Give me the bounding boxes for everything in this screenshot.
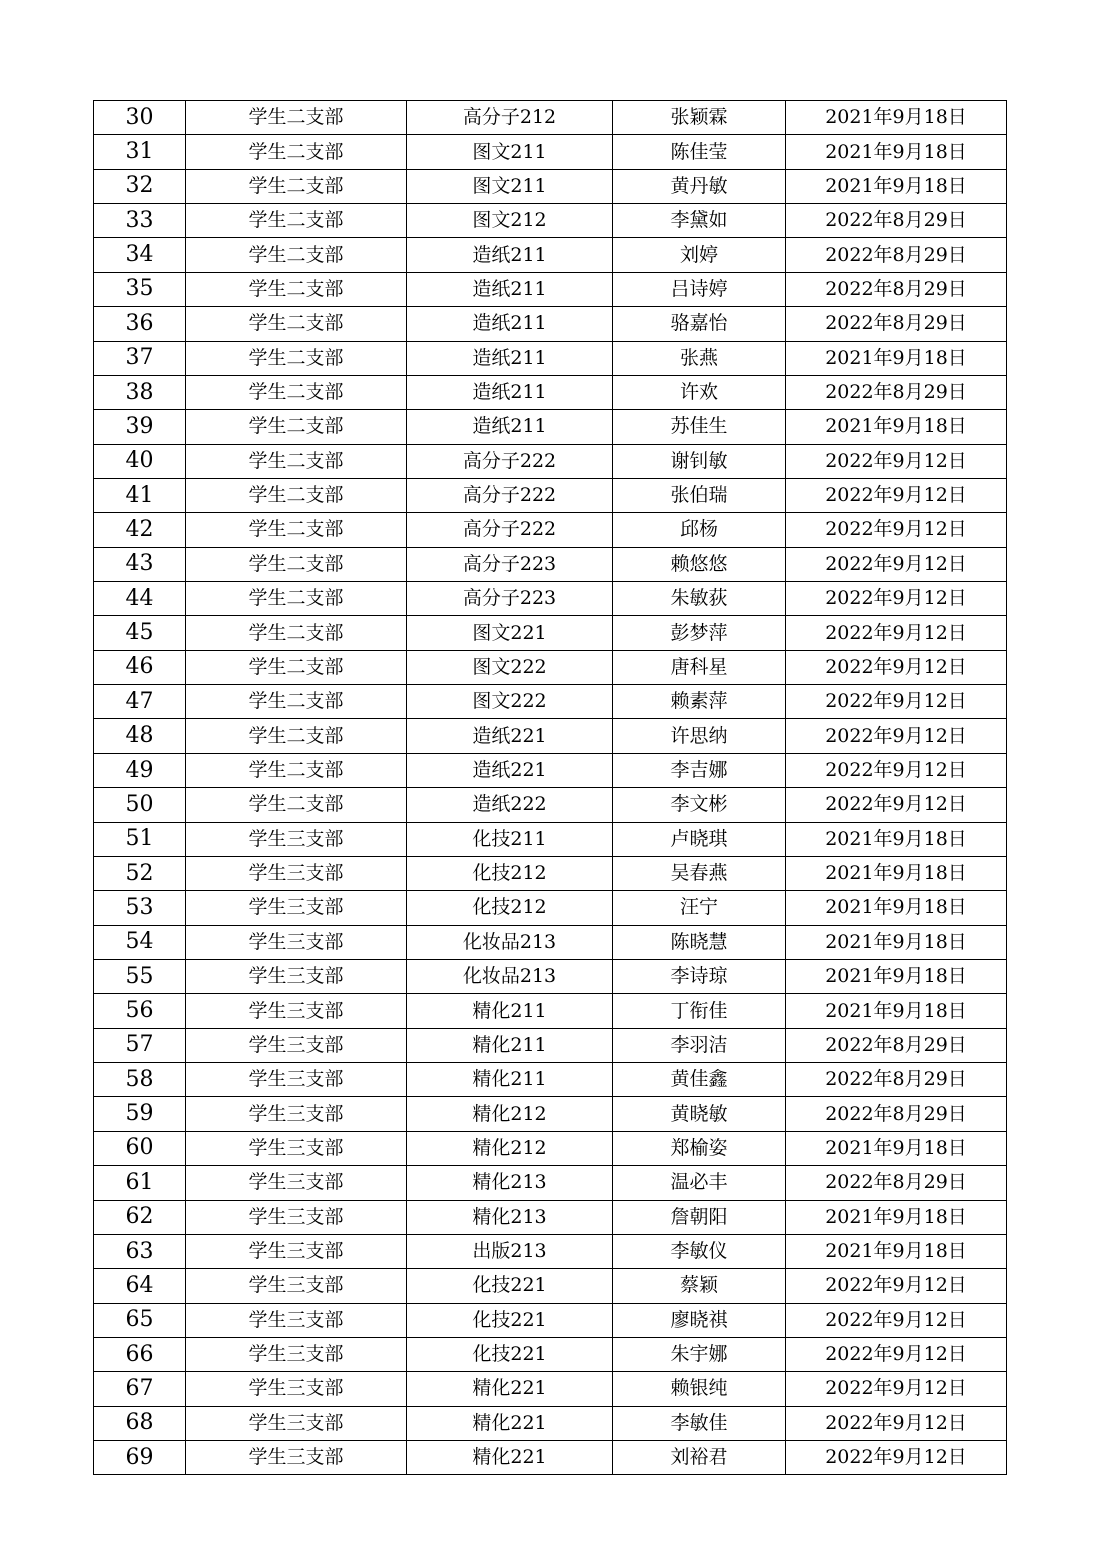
date-cell: 2022年8月29日	[786, 375, 1007, 409]
date-cell: 2022年9月12日	[786, 650, 1007, 684]
member-name-cell: 张伯瑞	[613, 478, 786, 512]
table-row	[94, 410, 1007, 444]
branch-cell: 学生三支部	[186, 1406, 407, 1440]
date-cell: 2022年9月12日	[786, 1441, 1007, 1475]
branch-cell: 学生三支部	[186, 1131, 407, 1165]
member-name-cell: 陈佳莹	[613, 135, 786, 169]
member-name-cell: 陈晓慧	[613, 925, 786, 959]
row-number-cell: 51	[94, 822, 186, 856]
member-name-cell: 李敏仪	[613, 1234, 786, 1268]
member-table-body	[94, 101, 1007, 1475]
class-cell: 造纸211	[407, 410, 613, 444]
row-number-cell: 42	[94, 513, 186, 547]
branch-cell: 学生二支部	[186, 650, 407, 684]
class-cell: 造纸211	[407, 272, 613, 306]
table-row	[94, 169, 1007, 203]
class-cell: 造纸221	[407, 719, 613, 753]
table-row	[94, 135, 1007, 169]
branch-cell: 学生二支部	[186, 272, 407, 306]
row-number-cell: 48	[94, 719, 186, 753]
class-cell: 高分子223	[407, 582, 613, 616]
date-cell: 2022年9月12日	[786, 582, 1007, 616]
class-cell: 精化221	[407, 1441, 613, 1475]
table-row	[94, 994, 1007, 1028]
table-row	[94, 925, 1007, 959]
date-cell: 2022年8月29日	[786, 1097, 1007, 1131]
date-cell: 2021年9月18日	[786, 959, 1007, 993]
table-row	[94, 1166, 1007, 1200]
member-name-cell: 张燕	[613, 341, 786, 375]
table-row	[94, 856, 1007, 890]
class-cell: 化技212	[407, 891, 613, 925]
table-row	[94, 719, 1007, 753]
table-row	[94, 444, 1007, 478]
branch-cell: 学生三支部	[186, 822, 407, 856]
branch-cell: 学生二支部	[186, 307, 407, 341]
member-name-cell: 许欢	[613, 375, 786, 409]
date-cell: 2022年9月12日	[786, 1406, 1007, 1440]
date-cell: 2022年9月12日	[786, 753, 1007, 787]
table-row	[94, 1303, 1007, 1337]
member-name-cell: 李黛如	[613, 204, 786, 238]
member-name-cell: 李敏佳	[613, 1406, 786, 1440]
table-row	[94, 753, 1007, 787]
branch-cell: 学生三支部	[186, 891, 407, 925]
class-cell: 精化211	[407, 1063, 613, 1097]
date-cell: 2022年9月12日	[786, 1303, 1007, 1337]
class-cell: 化技221	[407, 1269, 613, 1303]
row-number-cell: 64	[94, 1269, 186, 1303]
row-number-cell: 43	[94, 547, 186, 581]
class-cell: 图文221	[407, 616, 613, 650]
member-name-cell: 卢晓琪	[613, 822, 786, 856]
member-name-cell: 汪宁	[613, 891, 786, 925]
date-cell: 2021年9月18日	[786, 169, 1007, 203]
row-number-cell: 58	[94, 1063, 186, 1097]
row-number-cell: 69	[94, 1441, 186, 1475]
row-number-cell: 50	[94, 788, 186, 822]
member-name-cell: 邱杨	[613, 513, 786, 547]
member-name-cell: 吴春燕	[613, 856, 786, 890]
branch-cell: 学生三支部	[186, 1372, 407, 1406]
class-cell: 化技212	[407, 856, 613, 890]
member-name-cell: 李文彬	[613, 788, 786, 822]
table-row	[94, 238, 1007, 272]
branch-cell: 学生三支部	[186, 1166, 407, 1200]
table-row	[94, 547, 1007, 581]
class-cell: 精化213	[407, 1166, 613, 1200]
class-cell: 精化213	[407, 1200, 613, 1234]
date-cell: 2021年9月18日	[786, 891, 1007, 925]
table-row	[94, 1200, 1007, 1234]
class-cell: 精化221	[407, 1372, 613, 1406]
table-row	[94, 616, 1007, 650]
branch-cell: 学生二支部	[186, 478, 407, 512]
row-number-cell: 59	[94, 1097, 186, 1131]
branch-cell: 学生三支部	[186, 1200, 407, 1234]
date-cell: 2021年9月18日	[786, 994, 1007, 1028]
branch-cell: 学生三支部	[186, 1234, 407, 1268]
class-cell: 高分子212	[407, 101, 613, 135]
class-cell: 化妆品213	[407, 959, 613, 993]
row-number-cell: 39	[94, 410, 186, 444]
class-cell: 化技221	[407, 1303, 613, 1337]
member-name-cell: 赖素萍	[613, 685, 786, 719]
date-cell: 2021年9月18日	[786, 1234, 1007, 1268]
member-name-cell: 刘婷	[613, 238, 786, 272]
date-cell: 2021年9月18日	[786, 135, 1007, 169]
branch-cell: 学生二支部	[186, 410, 407, 444]
class-cell: 精化212	[407, 1131, 613, 1165]
date-cell: 2021年9月18日	[786, 1200, 1007, 1234]
class-cell: 化技221	[407, 1337, 613, 1371]
class-cell: 造纸222	[407, 788, 613, 822]
date-cell: 2021年9月18日	[786, 341, 1007, 375]
row-number-cell: 32	[94, 169, 186, 203]
branch-cell: 学生二支部	[186, 169, 407, 203]
date-cell: 2021年9月18日	[786, 856, 1007, 890]
row-number-cell: 35	[94, 272, 186, 306]
branch-cell: 学生二支部	[186, 547, 407, 581]
class-cell: 图文211	[407, 169, 613, 203]
row-number-cell: 57	[94, 1028, 186, 1062]
member-name-cell: 骆嘉怡	[613, 307, 786, 341]
class-cell: 造纸211	[407, 375, 613, 409]
member-name-cell: 黄晓敏	[613, 1097, 786, 1131]
table-row	[94, 1063, 1007, 1097]
member-name-cell: 郑榆姿	[613, 1131, 786, 1165]
table-row	[94, 1337, 1007, 1371]
date-cell: 2022年9月12日	[786, 444, 1007, 478]
member-name-cell: 苏佳生	[613, 410, 786, 444]
date-cell: 2021年9月18日	[786, 101, 1007, 135]
member-name-cell: 廖晓祺	[613, 1303, 786, 1337]
class-cell: 精化221	[407, 1406, 613, 1440]
branch-cell: 学生二支部	[186, 135, 407, 169]
class-cell: 高分子222	[407, 513, 613, 547]
branch-cell: 学生三支部	[186, 856, 407, 890]
row-number-cell: 40	[94, 444, 186, 478]
member-name-cell: 赖银纯	[613, 1372, 786, 1406]
member-name-cell: 蔡颖	[613, 1269, 786, 1303]
row-number-cell: 46	[94, 650, 186, 684]
class-cell: 出版213	[407, 1234, 613, 1268]
class-cell: 造纸211	[407, 341, 613, 375]
date-cell: 2022年9月12日	[786, 788, 1007, 822]
row-number-cell: 63	[94, 1234, 186, 1268]
branch-cell: 学生二支部	[186, 375, 407, 409]
table-row	[94, 341, 1007, 375]
class-cell: 化妆品213	[407, 925, 613, 959]
table-row	[94, 478, 1007, 512]
class-cell: 高分子222	[407, 444, 613, 478]
class-cell: 精化211	[407, 1028, 613, 1062]
table-row	[94, 1441, 1007, 1475]
row-number-cell: 36	[94, 307, 186, 341]
table-row	[94, 1234, 1007, 1268]
branch-cell: 学生三支部	[186, 1303, 407, 1337]
member-name-cell: 李羽洁	[613, 1028, 786, 1062]
member-name-cell: 刘裕君	[613, 1441, 786, 1475]
class-cell: 造纸211	[407, 307, 613, 341]
row-number-cell: 47	[94, 685, 186, 719]
date-cell: 2022年8月29日	[786, 272, 1007, 306]
branch-cell: 学生二支部	[186, 582, 407, 616]
branch-cell: 学生三支部	[186, 1063, 407, 1097]
table-row	[94, 959, 1007, 993]
table-row	[94, 788, 1007, 822]
row-number-cell: 30	[94, 101, 186, 135]
row-number-cell: 31	[94, 135, 186, 169]
table-row	[94, 685, 1007, 719]
branch-cell: 学生二支部	[186, 341, 407, 375]
branch-cell: 学生二支部	[186, 238, 407, 272]
row-number-cell: 44	[94, 582, 186, 616]
branch-cell: 学生三支部	[186, 994, 407, 1028]
date-cell: 2022年9月12日	[786, 547, 1007, 581]
date-cell: 2021年9月18日	[786, 822, 1007, 856]
row-number-cell: 41	[94, 478, 186, 512]
branch-cell: 学生三支部	[186, 1269, 407, 1303]
table-row	[94, 1131, 1007, 1165]
branch-cell: 学生二支部	[186, 685, 407, 719]
table-row	[94, 272, 1007, 306]
class-cell: 化技211	[407, 822, 613, 856]
member-name-cell: 唐科星	[613, 650, 786, 684]
class-cell: 高分子223	[407, 547, 613, 581]
date-cell: 2022年9月12日	[786, 513, 1007, 547]
member-name-cell: 许思纳	[613, 719, 786, 753]
table-row	[94, 1372, 1007, 1406]
table-row	[94, 1406, 1007, 1440]
branch-cell: 学生二支部	[186, 788, 407, 822]
branch-cell: 学生三支部	[186, 1028, 407, 1062]
branch-cell: 学生二支部	[186, 204, 407, 238]
row-number-cell: 56	[94, 994, 186, 1028]
row-number-cell: 45	[94, 616, 186, 650]
member-name-cell: 朱敏荻	[613, 582, 786, 616]
row-number-cell: 68	[94, 1406, 186, 1440]
row-number-cell: 66	[94, 1337, 186, 1371]
table-row	[94, 650, 1007, 684]
table-row	[94, 101, 1007, 135]
table-row	[94, 204, 1007, 238]
member-name-cell: 朱宇娜	[613, 1337, 786, 1371]
row-number-cell: 53	[94, 891, 186, 925]
row-number-cell: 49	[94, 753, 186, 787]
row-number-cell: 38	[94, 375, 186, 409]
table-row	[94, 375, 1007, 409]
row-number-cell: 52	[94, 856, 186, 890]
table-row	[94, 307, 1007, 341]
date-cell: 2022年9月12日	[786, 719, 1007, 753]
member-name-cell: 温必丰	[613, 1166, 786, 1200]
date-cell: 2022年9月12日	[786, 478, 1007, 512]
branch-cell: 学生三支部	[186, 1337, 407, 1371]
member-name-cell: 吕诗婷	[613, 272, 786, 306]
table-row	[94, 1028, 1007, 1062]
class-cell: 图文212	[407, 204, 613, 238]
date-cell: 2022年9月12日	[786, 616, 1007, 650]
row-number-cell: 62	[94, 1200, 186, 1234]
branch-cell: 学生三支部	[186, 1441, 407, 1475]
class-cell: 图文222	[407, 650, 613, 684]
member-name-cell: 丁衔佳	[613, 994, 786, 1028]
table-row	[94, 891, 1007, 925]
row-number-cell: 34	[94, 238, 186, 272]
branch-cell: 学生二支部	[186, 753, 407, 787]
class-cell: 造纸221	[407, 753, 613, 787]
date-cell: 2022年8月29日	[786, 238, 1007, 272]
table-row	[94, 513, 1007, 547]
date-cell: 2022年8月29日	[786, 1028, 1007, 1062]
row-number-cell: 54	[94, 925, 186, 959]
row-number-cell: 65	[94, 1303, 186, 1337]
row-number-cell: 33	[94, 204, 186, 238]
class-cell: 图文222	[407, 685, 613, 719]
row-number-cell: 37	[94, 341, 186, 375]
date-cell: 2022年8月29日	[786, 307, 1007, 341]
branch-cell: 学生三支部	[186, 925, 407, 959]
date-cell: 2022年8月29日	[786, 1166, 1007, 1200]
date-cell: 2021年9月18日	[786, 410, 1007, 444]
date-cell: 2022年9月12日	[786, 1372, 1007, 1406]
class-cell: 高分子222	[407, 478, 613, 512]
table-row	[94, 1269, 1007, 1303]
date-cell: 2022年9月12日	[786, 1269, 1007, 1303]
date-cell: 2021年9月18日	[786, 1131, 1007, 1165]
date-cell: 2022年8月29日	[786, 204, 1007, 238]
table-row	[94, 582, 1007, 616]
branch-cell: 学生二支部	[186, 719, 407, 753]
member-table	[93, 100, 1007, 1475]
member-name-cell: 李吉娜	[613, 753, 786, 787]
member-name-cell: 谢钊敏	[613, 444, 786, 478]
branch-cell: 学生二支部	[186, 616, 407, 650]
row-number-cell: 61	[94, 1166, 186, 1200]
branch-cell: 学生二支部	[186, 101, 407, 135]
branch-cell: 学生二支部	[186, 444, 407, 478]
class-cell: 造纸211	[407, 238, 613, 272]
date-cell: 2022年8月29日	[786, 1063, 1007, 1097]
branch-cell: 学生三支部	[186, 959, 407, 993]
member-name-cell: 彭梦萍	[613, 616, 786, 650]
member-name-cell: 黄丹敏	[613, 169, 786, 203]
class-cell: 精化212	[407, 1097, 613, 1131]
date-cell: 2021年9月18日	[786, 925, 1007, 959]
member-name-cell: 詹朝阳	[613, 1200, 786, 1234]
branch-cell: 学生二支部	[186, 513, 407, 547]
member-name-cell: 黄佳鑫	[613, 1063, 786, 1097]
class-cell: 图文211	[407, 135, 613, 169]
class-cell: 精化211	[407, 994, 613, 1028]
member-name-cell: 赖悠悠	[613, 547, 786, 581]
row-number-cell: 55	[94, 959, 186, 993]
table-row	[94, 822, 1007, 856]
date-cell: 2022年9月12日	[786, 685, 1007, 719]
row-number-cell: 67	[94, 1372, 186, 1406]
table-row	[94, 1097, 1007, 1131]
date-cell: 2022年9月12日	[786, 1337, 1007, 1371]
member-name-cell: 李诗琼	[613, 959, 786, 993]
member-name-cell: 张颖霖	[613, 101, 786, 135]
branch-cell: 学生三支部	[186, 1097, 407, 1131]
row-number-cell: 60	[94, 1131, 186, 1165]
